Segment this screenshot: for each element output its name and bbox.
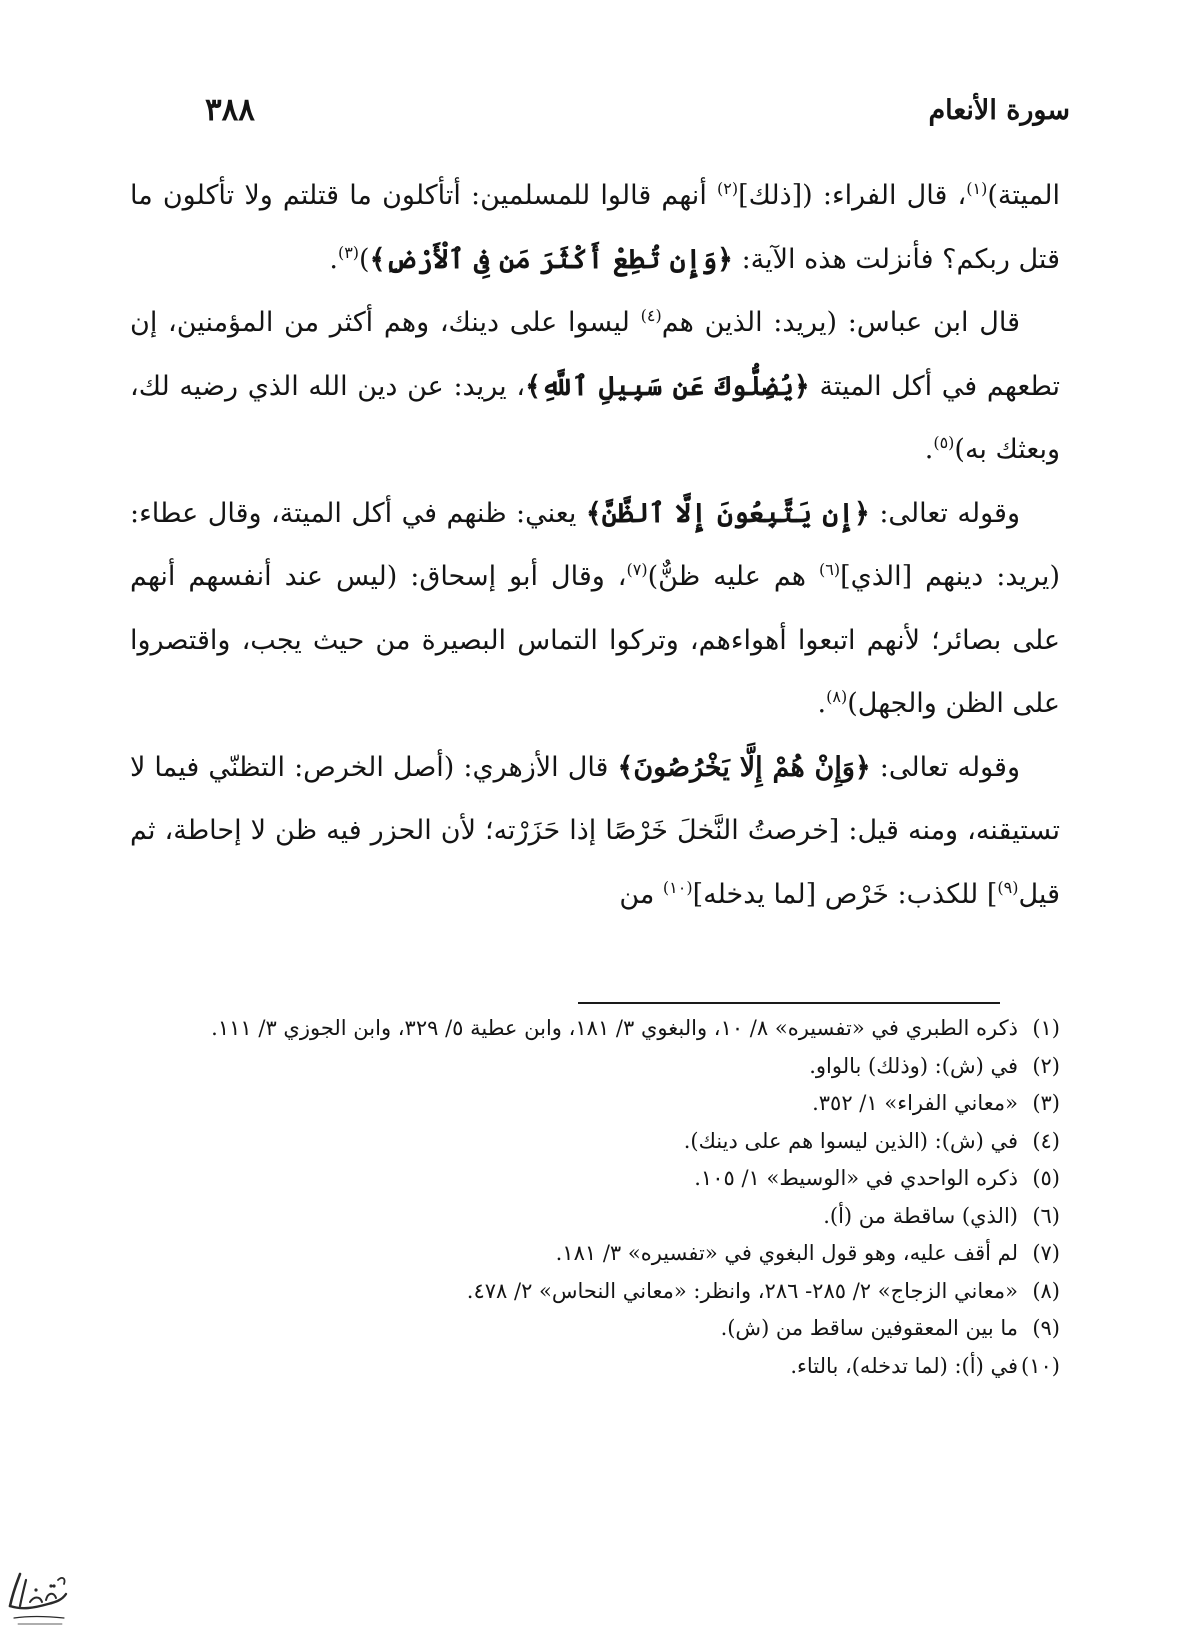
quran-verse: ﴿وَإِنْ هُمْ إِلَّا يَخْرُصُونَ﴾	[617, 751, 871, 783]
footnote-text: لم أقف عليه، وهو قول البغوي في «تفسيره» ٣/ ١٨١.	[555, 1241, 1018, 1265]
footnote-number: (٦)	[1032, 1203, 1060, 1228]
footnote-number: (٢)	[1032, 1053, 1060, 1078]
footnote-ref: (٢)	[717, 179, 739, 198]
footnote-number: (٧)	[1032, 1241, 1060, 1265]
footnote-ref: (٤)	[640, 306, 662, 325]
footnote-text: في (ش): (الذين ليسوا هم على دينك).	[683, 1128, 1018, 1153]
paragraph-1: الميتة)$^{(١)}$، قال الفراء: ([ذلك]$^{(٢)}$ أنهم قالوا للمسلمين: أتأكلون ما قتلتم ولا تأكلون ما قتل ربكم؟ فأنزلت هذه الآية: ﴿وَإِن تُطِعْ أَكْثَرَ مَن فِى ٱلْأَرْضِ﴾)$^{(٣)}$.	[130, 179, 1060, 275]
quran-verse: ﴿إِن يَتَّبِعُونَ إِلَّا ٱلظَّنَّ﴾	[585, 497, 870, 529]
footnote-number: (٩)	[1032, 1316, 1060, 1340]
footnote-number: (٨)	[1032, 1278, 1060, 1303]
quran-verse: ﴿وَإِن تُطِعْ أَكْثَرَ مَن فِى ٱلْأَرْضِ﴾	[369, 243, 733, 275]
footnote-item	[130, 1085, 1060, 1123]
paragraph-4: وقوله تعالى: ﴿وَإِنْ هُمْ إِلَّا يَخْرُصُونَ﴾ قال الأزهري: (أصل الخرص: التظنّي فيما لا تستيقنه، ومنه قيل: [خرصتُ النَّخلَ خَرْصًا إذا حَزَرْته؛ لأن الحزر فيه ظن لا إحاطة، ثم قيل$^{(٩)}$] للكذب: خَرْص [لما يدخله]$^{(١٠)}$ من	[130, 751, 1060, 910]
page-header	[205, 84, 1070, 136]
footnote-ref: (٥)	[933, 433, 955, 452]
almustahim-logo-icon	[4, 1566, 70, 1634]
footnote-text: «معاني الزجاج» ٢/ ٢٨٥- ٢٨٦، وانظر: «معاني النحاس» ٢/ ٤٧٨.	[466, 1278, 1018, 1303]
footnote-number: (٥)	[1032, 1166, 1060, 1190]
footnote-item	[130, 1235, 1060, 1273]
footnote-ref: (٩)	[997, 877, 1019, 897]
footnote-item	[130, 1198, 1060, 1236]
paragraph-2: قال ابن عباس: (يريد: الذين هم$^{(٤)}$ ليسوا على دينك، وهم أكثر من المؤمنين، إن تطعهم في أكل الميتة ﴿يُضِلُّوكَ عَن سَبِيلِ ٱللَّهِ﴾، يريد: عن دين الله الذي رضيه لك، وبعثك به)$^{(٥)}$.	[130, 306, 1061, 465]
footnote-divider	[578, 1002, 1000, 1004]
paragraph-3: وقوله تعالى: ﴿إِن يَتَّبِعُونَ إِلَّا ٱلظَّنَّ﴾ يعني: ظنهم في أكل الميتة، وقال عطاء: (يريد: دينهم [الذي]$^{(٦)}$ هم عليه ظنٌّ)$^{(٧)}$، وقال أبو إسحاق: (ليس عند أنفسهم أنهم على بصائر؛ لأنهم اتبعوا أهواءهم، وتركوا التماس البصيرة من حيث يجب، واقتصروا على الظن والجهل)$^{(٨)}$.	[130, 497, 1060, 719]
footnote-ref: (٧)	[626, 560, 648, 579]
quran-verse: ﴿يُضِلُّوكَ عَن سَبِيلِ ٱللَّهِ﴾	[525, 370, 810, 402]
footnote-item	[130, 1160, 1060, 1198]
footnote-item	[130, 1010, 1060, 1048]
footnote-item	[130, 1273, 1060, 1311]
footnote-number: (١)	[1032, 1016, 1060, 1040]
footnote-ref: (١٠)	[662, 877, 693, 897]
running-title: سورة الأنعام	[928, 94, 1070, 126]
footnote-text: في (ش): (وذلك) بالواو.	[809, 1053, 1018, 1078]
footnote-ref: (٨)	[826, 687, 848, 706]
page-number: ٣٨٨	[205, 92, 255, 128]
footnote-text: ما بين المعقوفين ساقط من (ش).	[720, 1316, 1018, 1340]
footnote-item	[130, 1048, 1060, 1086]
footnote-number: (٤)	[1032, 1128, 1060, 1153]
footnotes	[130, 1010, 1060, 1385]
footnote-ref: (٣)	[337, 242, 360, 262]
footnote-text: ذكره الواحدي في «الوسيط» ١/ ١٠٥.	[694, 1166, 1018, 1190]
footnote-item	[130, 1123, 1060, 1161]
footnote-ref: (١)	[966, 179, 988, 198]
main-text	[130, 164, 1060, 926]
footnote-number: (٣)	[1032, 1091, 1060, 1115]
footnote-text: «معاني الفراء» ١/ ٣٥٢.	[812, 1091, 1018, 1115]
footnote-ref: (٦)	[819, 560, 841, 579]
footnote-text: ذكره الطبري في «تفسيره» ٨/ ١٠، والبغوي ٣/ ١٨١، وابن عطية ٥/ ٣٢٩، وابن الجوزي ٣/ ١١١.	[211, 1016, 1018, 1040]
footnote-text: في (أ): (لما تدخله)، بالتاء.	[790, 1353, 1018, 1378]
footnote-item	[130, 1310, 1060, 1348]
footnote-item	[130, 1348, 1060, 1386]
footnote-text: (الذي) ساقطة من (أ).	[823, 1203, 1018, 1228]
footnote-number: (١٠)	[1021, 1353, 1060, 1378]
